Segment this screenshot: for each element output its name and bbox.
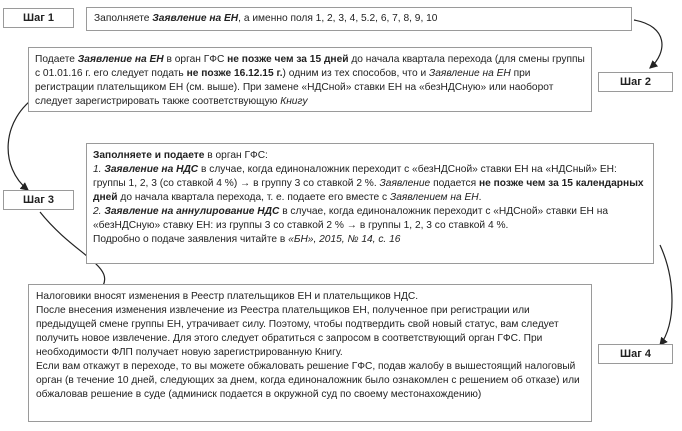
arrow-step3-to-step4-right [660,245,672,345]
step-4-box: Налоговики вносят изменения в Реестр плательщиков ЕН и плательщиков НДС. После внесения изменения извлечение из Реестра плательщиков ЕН, полученное при регистрации или предыдущей смене группы ЕН, утрачивает силу. Поэтому, чтобы подтвердить свой новый статус, вам следует получить новое извлечение. Для этого следует обратиться с запросом в соответствующий орган ГФС. При необходимости ФЛП получает новую зарегистрированную Книгу. Если вам откажут в переходе, то вы можете обжаловать решение ГФС, подав жалобу в вышестоящий налоговый орган (в течение 10 дней, следующих за днем, когда единоналожник было ознакомлен с решением об отказе) или обжаловав решение в суде (админиск подается в окружной суд по своему местонахождению) [28,284,592,422]
step-1-box: Заполняете Заявление на ЕН, а именно поля 1, 2, 3, 4, 5.2, 6, 7, 8, 9, 10 [86,7,632,31]
step-2-box: Подаете Заявление на ЕН в орган ГФС не позже чем за 15 дней до начала квартала перехода (для смены группы с 01.01.16 г. его следует подать не позже 16.12.15 г.) одним из тех способов, что и Заявление на ЕН при регистрации плательщиком ЕН (см. выше). При замене «НДСной» ставки ЕН на «безНДСную» или наоборот следует зарегистрировать также соответствующую Книгу [28,47,592,112]
step-2-label: Шаг 2 [598,72,673,92]
step-3-label: Шаг 3 [3,190,74,210]
step-3-box: Заполняете и подаете в орган ГФС: 1. Заявление на НДС в случае, когда единоналожник переходит с «безНДСной» ставки ЕН на «НДСный» ЕН: группы 1, 2, 3 (со ставкой 4 %) → в группу 3 со ставкой 2 %. Заявление подается не позже чем за 15 календарных дней до начала квартала перехода, т. е. подаете его вместе с Заявлением на ЕН. 2. Заявление на аннулирование НДС в случае, когда единоналожник переходит с «НДСной» ставки ЕН на «безНДСную» ставку ЕН: из группы 3 со ставкой 2 % → в группы 1, 2, 3 со ставкой 4 %. Подробно о подаче заявления читайте в «БН», 2015, № 14, с. 16 [86,143,654,264]
step-4-label: Шаг 4 [598,344,673,364]
arrow-step1-to-step2 [634,20,662,68]
step-1-label: Шаг 1 [3,8,74,28]
